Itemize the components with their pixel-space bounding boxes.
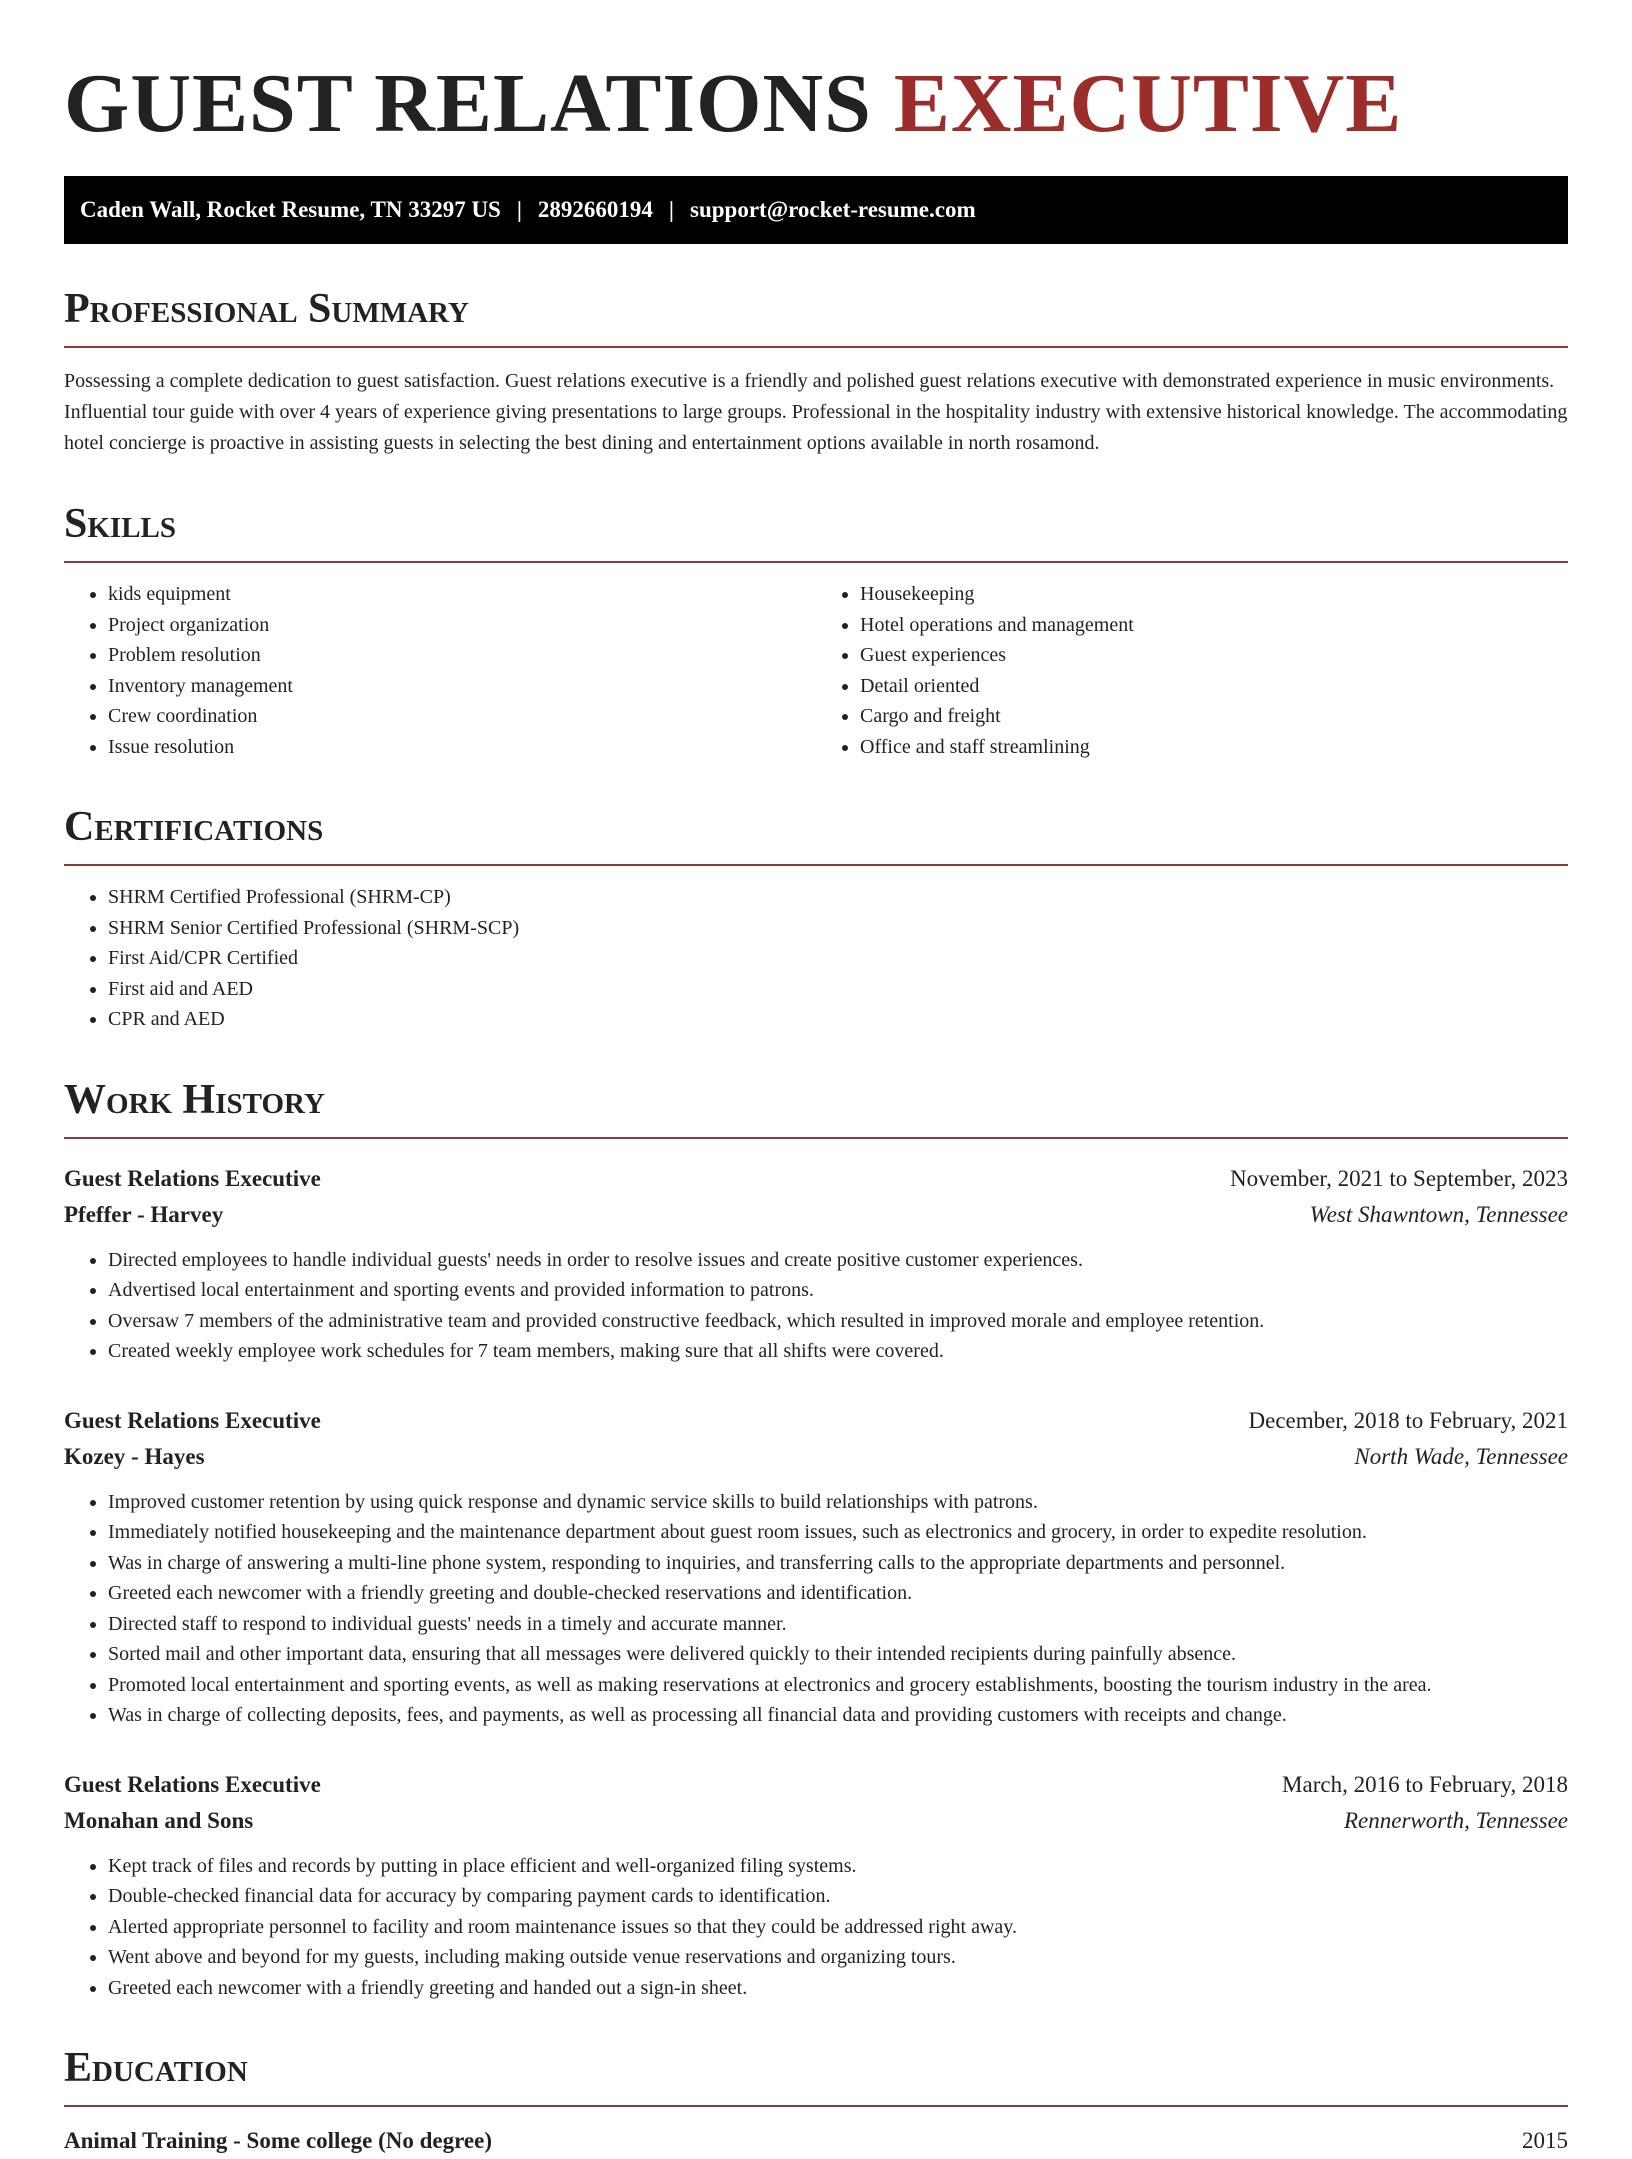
job-bullet: • Directed employees to handle individual guests' needs in order to resolve issues and create positive customer experiences.	[108, 1245, 1568, 1276]
job-bullet: • Greeted each newcomer with a friendly greeting and handed out a sign-in sheet.	[108, 1973, 1568, 2004]
skill-item: • Detail oriented	[860, 671, 1568, 702]
name-last-part: EXECUTIVE	[893, 57, 1403, 150]
summary-text: Possessing a complete dedication to guest satisfaction. Guest relations executive is a friendly and polished guest relations executive with demonstrated experience in music environments. Influential tour guide with over 4 years of experience giving presentations to large groups. Professional in the hospitality industry with extensive historical knowledge. The accommodating hotel concierge is proactive in assisting guests in selecting the best dining and entertainment options available in north rosamond.	[64, 370, 1568, 454]
job-header-row	[64, 1403, 1568, 1439]
job-bullet: • Kept track of files and records by putting in place efficient and well-organized filing systems.	[108, 1851, 1568, 1882]
job-company: Pfeffer - Harvey	[64, 1201, 224, 1227]
certification-item: • SHRM Certified Professional (SHRM-CP)	[108, 882, 1568, 913]
skill-item: • Guest experiences	[860, 640, 1568, 671]
education-section	[64, 2043, 1568, 2159]
job-bullet: • Was in charge of collecting deposits, fees, and payments, as well as processing all financial data and providing customers with receipts and change.	[108, 1700, 1568, 1731]
job-bullet: • Greeted each newcomer with a friendly greeting and double-checked reservations and identification.	[108, 1578, 1568, 1609]
job-bullet: • Advertised local entertainment and sporting events and provided information to patrons.	[108, 1275, 1568, 1306]
job-header-row	[64, 1161, 1568, 1197]
skill-item: • Housekeeping	[860, 579, 1568, 610]
certifications-list	[64, 882, 1568, 1035]
work-history-section	[64, 1075, 1568, 2004]
job-title: Guest Relations Executive	[64, 1771, 321, 1797]
job-entry	[64, 1403, 1568, 1731]
job-title: Guest Relations Executive	[64, 1407, 321, 1433]
job-bullet: • Oversaw 7 members of the administrative team and provided constructive feedback, which resulted in improved morale and employee retention.	[108, 1306, 1568, 1337]
job-bullet: • Alerted appropriate personnel to facility and room maintenance issues so that they could be addressed right away.	[108, 1912, 1568, 1943]
job-bullet: • Went above and beyond for my guests, including making outside venue reservations and organizing tours.	[108, 1942, 1568, 1973]
certifications-section-title: Certifications	[64, 802, 1568, 866]
skill-item: • Crew coordination	[108, 701, 816, 732]
job-company: Kozey - Hayes	[64, 1443, 205, 1469]
job-bullet: • Improved customer retention by using quick response and dynamic service skills to build relationships with patrons.	[108, 1487, 1568, 1518]
job-bullets	[64, 1245, 1568, 1367]
job-dates: March, 2016 to February, 2018	[1282, 1771, 1568, 1797]
job-bullet: • Was in charge of answering a multi-line phone system, responding to inquiries, and transferring calls to the appropriate departments and personnel.	[108, 1548, 1568, 1579]
job-location: Rennerworth, Tennessee	[1343, 1807, 1568, 1833]
certification-item: • First aid and AED	[108, 974, 1568, 1005]
job-title: Guest Relations Executive	[64, 1165, 321, 1191]
job-bullet: • Double-checked financial data for accuracy by comparing payment cards to identification.	[108, 1881, 1568, 1912]
job-bullet: • Promoted local entertainment and sporting events, as well as making reservations at electronics and grocery establishments, boosting the tourism industry in the area.	[108, 1670, 1568, 1701]
skill-item: • Problem resolution	[108, 640, 816, 671]
skills-section	[64, 499, 1568, 762]
skill-item: • kids equipment	[108, 579, 816, 610]
contact-bar	[64, 176, 1568, 244]
job-dates: December, 2018 to February, 2021	[1248, 1407, 1568, 1433]
summary-section	[64, 284, 1568, 459]
certification-item: • SHRM Senior Certified Professional (SHRM-SCP)	[108, 913, 1568, 944]
skill-item: • Cargo and freight	[860, 701, 1568, 732]
skills-list-left	[64, 579, 816, 762]
work-history-section-title: Work History	[64, 1075, 1568, 1139]
resume-name-heading	[64, 56, 1568, 152]
contact-separator: |	[516, 197, 522, 222]
education-section-title: Education	[64, 2043, 1568, 2107]
education-entry	[64, 2123, 1568, 2159]
contact-email: support@rocket-resume.com	[690, 197, 976, 222]
certification-item: • CPR and AED	[108, 1004, 1568, 1035]
education-year: 2015	[1522, 2128, 1568, 2153]
skill-item: • Office and staff streamlining	[860, 732, 1568, 763]
skill-item: • Project organization	[108, 610, 816, 641]
job-dates: November, 2021 to September, 2023	[1230, 1165, 1568, 1191]
job-bullets	[64, 1851, 1568, 2004]
skill-item: • Hotel operations and management	[860, 610, 1568, 641]
job-bullet: • Immediately notified housekeeping and the maintenance department about guest room issues, such as electronics and grocery, in order to expedite resolution.	[108, 1517, 1568, 1548]
certification-item: • First Aid/CPR Certified	[108, 943, 1568, 974]
job-company-row	[64, 1803, 1568, 1839]
job-company-row	[64, 1439, 1568, 1475]
job-header-row	[64, 1767, 1568, 1803]
certifications-section	[64, 802, 1568, 1035]
contact-phone: 2892660194	[537, 197, 653, 222]
contact-address: Caden Wall, Rocket Resume, TN 33297 US	[80, 197, 501, 222]
job-location: North Wade, Tennessee	[1354, 1443, 1568, 1469]
job-bullet: • Sorted mail and other important data, ensuring that all messages were delivered quickly to their intended recipients during painfully absence.	[108, 1639, 1568, 1670]
skills-list-right	[816, 579, 1568, 762]
job-bullet: • Created weekly employee work schedules for 7 team members, making sure that all shifts were covered.	[108, 1336, 1568, 1367]
skills-grid	[64, 563, 1568, 762]
job-company-row	[64, 1197, 1568, 1233]
skills-section-title: Skills	[64, 499, 1568, 563]
skill-item: • Inventory management	[108, 671, 816, 702]
job-entry	[64, 1161, 1568, 1367]
job-company: Monahan and Sons	[64, 1807, 254, 1833]
job-bullet: • Directed staff to respond to individual guests' needs in a timely and accurate manner.	[108, 1609, 1568, 1640]
job-bullets	[64, 1487, 1568, 1731]
education-degree: Animal Training - Some college (No degree)	[64, 2128, 492, 2153]
job-entry	[64, 1767, 1568, 2004]
contact-separator: |	[668, 197, 674, 222]
name-first-part: GUEST RELATIONS	[64, 57, 872, 150]
job-location: West Shawntown, Tennessee	[1309, 1201, 1568, 1227]
skill-item: • Issue resolution	[108, 732, 816, 763]
summary-section-title: Professional Summary	[64, 284, 1568, 348]
